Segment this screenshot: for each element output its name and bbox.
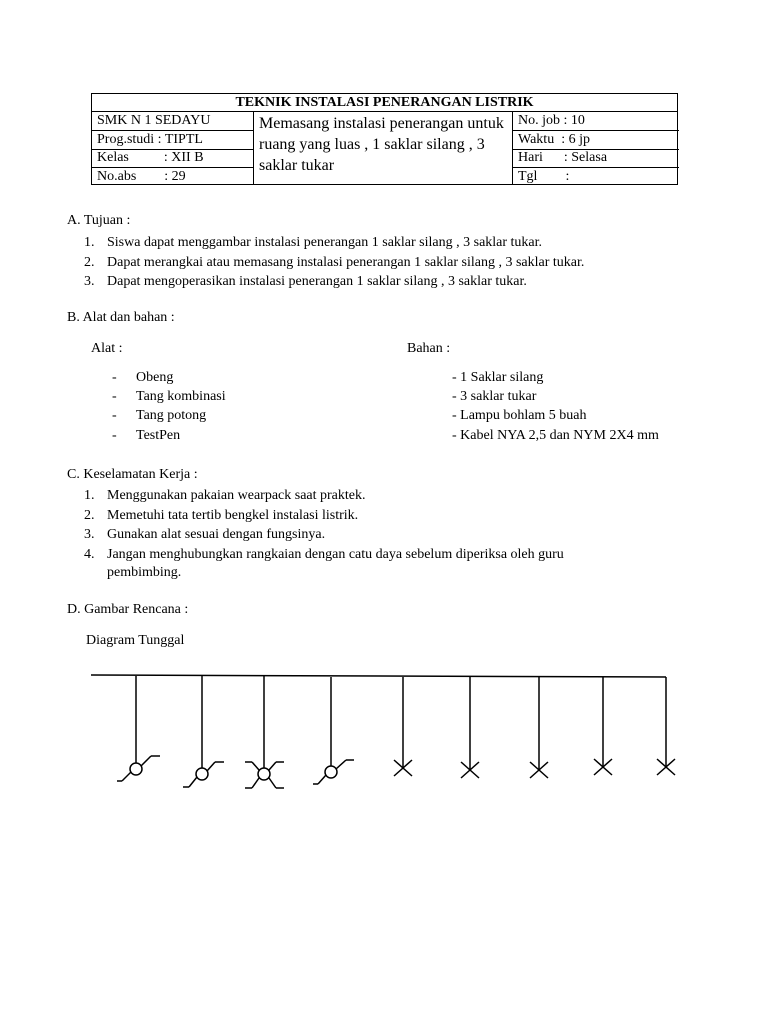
date-field: Tgl : (518, 169, 570, 184)
cross-switch-icon (245, 676, 284, 788)
job-description: Memasang instalasi penerangan untuk ruang yang luas , 1 saklar silang , 3 saklar tukar (259, 115, 504, 174)
list-item: - 3 saklar tukar (452, 389, 537, 404)
class-field: Kelas : XII B (97, 150, 204, 165)
two-way-switch-icon (183, 676, 224, 787)
table-divider (512, 112, 513, 184)
day-field: Hari : Selasa (518, 150, 608, 165)
list-item-continuation: pembimbing. (107, 565, 182, 580)
main-line (91, 675, 666, 677)
absence-number: No.abs : 29 (97, 169, 186, 184)
alat-list: - Obeng - Tang kombinasi - Tang potong - TestPen (112, 370, 226, 443)
section-heading-tujuan: A. Tujuan : (67, 213, 131, 228)
diagram-subheading: Diagram Tunggal (86, 633, 185, 648)
school-name: SMK N 1 SEDAYU (97, 113, 211, 128)
section-heading-keselamatan: C. Keselamatan Kerja : (67, 467, 198, 482)
list-item: - 1 Saklar silang (452, 370, 544, 385)
lamp-icon (394, 677, 412, 776)
lamp-icon (594, 677, 612, 775)
bahan-list (452, 370, 692, 450)
document-title: TEKNIK INSTALASI PENERANGAN LISTRIK (92, 94, 677, 112)
study-program: Prog.studi : TIPTL (97, 132, 203, 147)
lamp-icon (530, 677, 548, 778)
lamp-icon (461, 677, 479, 778)
alat-label: Alat : (91, 341, 123, 356)
table-divider (253, 112, 254, 184)
list-item: - Kabel NYA 2,5 dan NYM 2X4 mm (452, 428, 659, 443)
lamp-icon (657, 677, 675, 775)
two-way-switch-icon (117, 676, 160, 781)
bahan-label: Bahan : (407, 341, 451, 356)
time-field: Waktu : 6 jp (518, 132, 590, 147)
header-table (91, 93, 678, 185)
job-number: No. job : 10 (518, 113, 585, 128)
section-heading-gambar: D. Gambar Rencana : (67, 602, 189, 617)
two-way-switch-icon (313, 677, 354, 784)
section-heading-alat-bahan: B. Alat dan bahan : (67, 310, 175, 325)
list-item: - Lampu bohlam 5 buah (452, 408, 587, 423)
